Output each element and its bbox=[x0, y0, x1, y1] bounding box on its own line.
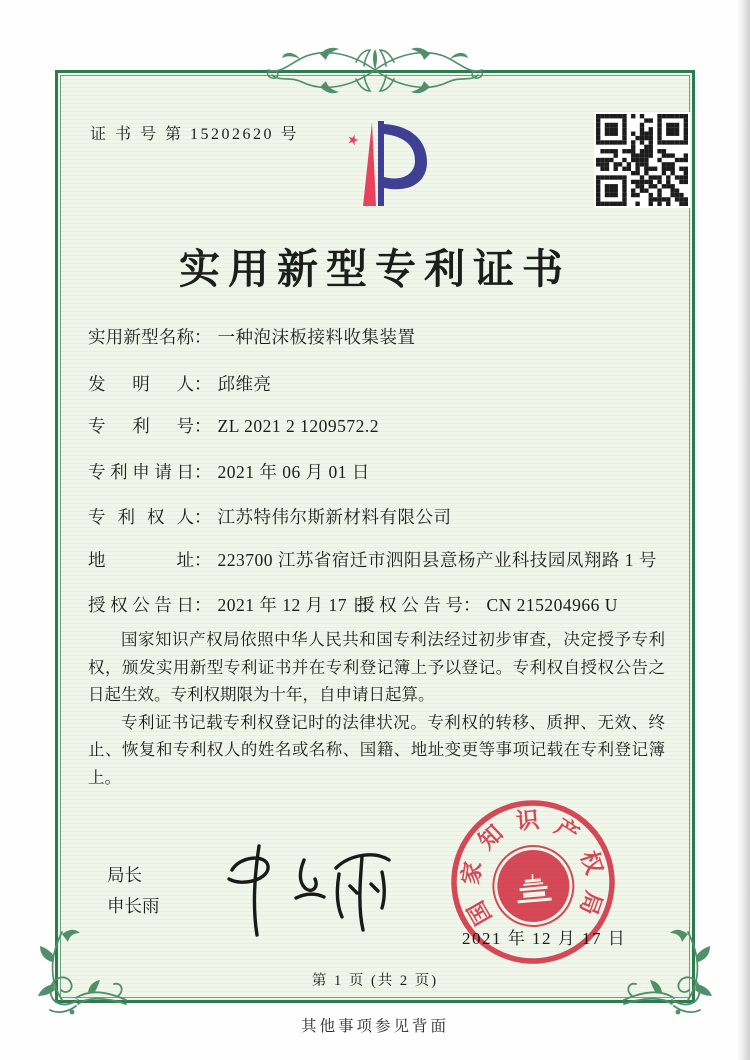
field-value: 江苏特伟尔斯新材料有限公司 bbox=[217, 507, 452, 527]
field-label: 专利申请日 bbox=[88, 462, 194, 482]
field-row-inventor: 发明人： 邱维亮 bbox=[88, 371, 678, 396]
legal-text bbox=[88, 626, 665, 791]
field-label: 发明人 bbox=[88, 374, 194, 394]
legal-paragraph-1: 国家知识产权局依照中华人民共和国专利法经过初步审查，决定授予专利权，颁发实用新型专利证书并在专利登记簿上予以登记。专利权自授权公告之日起生效。专利权期限为十年，自申请日起算。 bbox=[88, 630, 665, 704]
legal-paragraph-2: 专利证书记载专利权登记时的法律状况。专利权的转移、质押、无效、终止、恢复和专利权人的姓名或名称、国籍、地址变更等事项记载在专利登记簿上。 bbox=[88, 712, 665, 787]
svg-text:家: 家 bbox=[458, 859, 487, 887]
field-value: 2021 年 06 月 01 日 bbox=[217, 462, 370, 482]
field-grant-date: 授权公告日： 2021 年 12 月 17 日 bbox=[88, 595, 370, 615]
page-indicator: 第 1 页 (共 2 页) bbox=[311, 973, 439, 989]
scan-edge-shadow bbox=[737, 0, 750, 1060]
official-seal bbox=[438, 787, 629, 978]
certificate-title: 实用新型专利证书 bbox=[179, 246, 571, 292]
top-flourish-ornament bbox=[260, 44, 490, 98]
field-value: ZL 2021 2 1209572.2 bbox=[217, 416, 379, 436]
field-grant-number: 授权公告号： CN 215204966 U bbox=[357, 595, 618, 615]
field-value: 223700 江苏省宿迁市泗阳县意杨产业科技园凤翔路 1 号 bbox=[217, 550, 657, 570]
svg-text:知: 知 bbox=[473, 820, 508, 855]
field-row-address: 地址： 223700 江苏省宿迁市泗阳县意杨产业科技园凤翔路 1 号 bbox=[88, 547, 678, 572]
field-label: 专利权人 bbox=[88, 507, 194, 527]
field-label: 地址 bbox=[88, 550, 194, 570]
certificate-number: 证 书 号 第 15202620 号 bbox=[90, 126, 300, 143]
svg-text:产: 产 bbox=[550, 813, 584, 848]
field-value: 邱维亮 bbox=[217, 374, 272, 394]
field-label: 实用新型名称 bbox=[88, 327, 194, 347]
svg-text:权: 权 bbox=[575, 847, 607, 878]
field-row-utility-model-name: 实用新型名称： 一种泡沫板接料收集装置 bbox=[88, 324, 678, 349]
field-row-filing-date: 专利申请日： 2021 年 06 月 01 日 bbox=[88, 459, 678, 484]
field-label: 专利号 bbox=[88, 416, 194, 436]
svg-text:识: 识 bbox=[515, 807, 541, 835]
field-row-patentee: 专利权人： 江苏特伟尔斯新材料有限公司 bbox=[88, 504, 678, 529]
officer-name: 申长雨 bbox=[107, 896, 160, 916]
field-row-patent-number: 专利号： ZL 2021 2 1209572.2 bbox=[88, 413, 678, 438]
field-value: 一种泡沫板接料收集装置 bbox=[217, 327, 416, 347]
director-signature bbox=[212, 838, 402, 940]
officer-title: 局长 bbox=[107, 865, 142, 885]
qr-code bbox=[594, 112, 690, 208]
cnipa-logo-icon bbox=[313, 113, 443, 211]
svg-text:局: 局 bbox=[575, 887, 607, 919]
seal-date: 2021 年 12 月 17 日 bbox=[462, 929, 627, 948]
svg-text:国: 国 bbox=[463, 896, 497, 929]
back-note: 其他事项参见背面 bbox=[300, 1018, 449, 1035]
officer-block bbox=[107, 860, 160, 922]
